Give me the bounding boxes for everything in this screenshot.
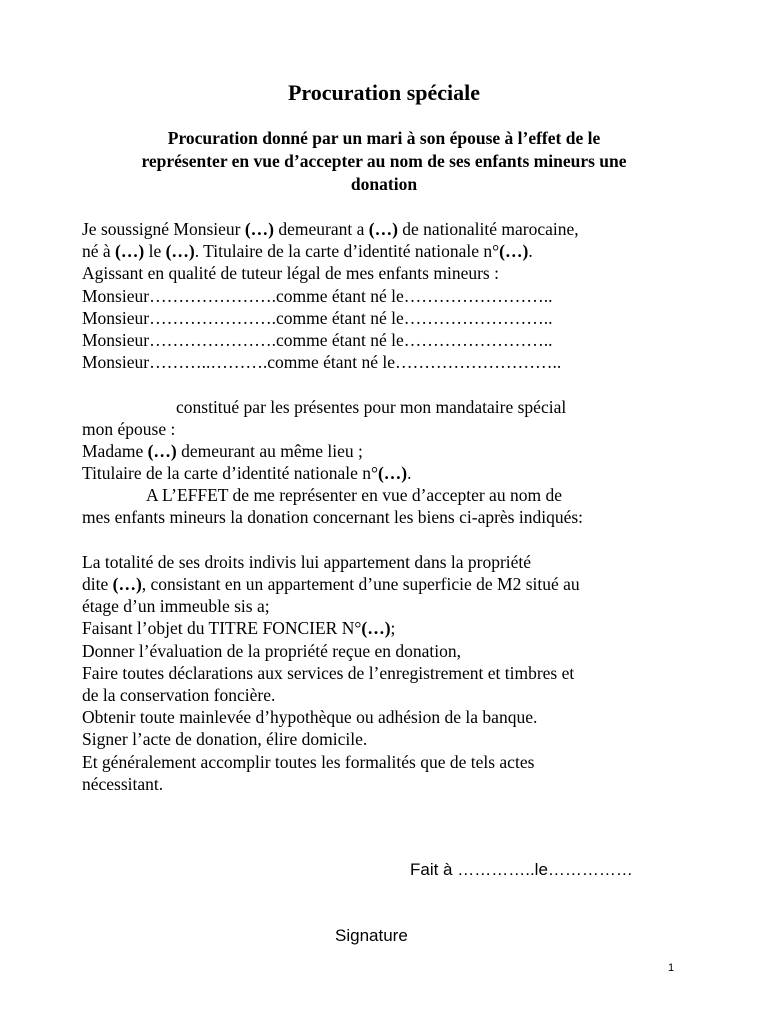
subtitle-line: représenter en vue d’accepter au nom de ses enfants mineurs une <box>141 151 627 171</box>
property-line: La totalité de ses droits indivis lui appartement dans la propriété <box>82 551 532 572</box>
mandate-line: mes enfants mineurs la donation concernant les biens ci-après indiqués: <box>82 507 584 528</box>
intro-line: Je soussigné Monsieur (…) demeurant a (…) de nationalité marocaine, <box>82 219 579 239</box>
property-line: étage d’un immeuble sis a; <box>82 596 270 617</box>
placeholder-name: (…) <box>244 219 274 239</box>
intro-line: Agissant en qualité de tuteur légal de mes enfants mineurs : <box>82 263 499 284</box>
document-subtitle <box>70 127 698 196</box>
property-line: dite (…), consistant en un appartement d’une superficie de M2 situé au <box>82 574 580 594</box>
property-line: Signer l’acte de donation, élire domicile. <box>82 729 368 750</box>
placeholder-land-title: (…) <box>361 618 391 639</box>
mandate-line: Titulaire de la carte d’identité nationale n°(…). <box>82 463 412 484</box>
placeholder-spouse-name: (…) <box>147 440 177 461</box>
place-date-line: Fait à …………..le…………… <box>410 860 633 879</box>
mandate-line: A L’EFFET de me représenter en vue d’accepter au nom de <box>146 485 562 506</box>
property-line: Donner l’évaluation de la propriété reçue en donation, <box>82 640 462 661</box>
mandate-line: Madame (…) demeurant au même lieu ; <box>82 440 363 461</box>
child-line: Monsieur………………….comme étant né le…………………….. <box>82 307 553 328</box>
property-line: nécessitant. <box>82 773 164 794</box>
placeholder-birthplace: (…) <box>115 241 145 262</box>
placeholder-spouse-id: (…) <box>377 463 408 484</box>
child-line: Monsieur………………….comme étant né le…………………….. <box>82 329 553 350</box>
page-number: 1 <box>668 962 675 974</box>
child-line: Monsieur………………….comme étant né le…………………….. <box>82 285 553 306</box>
property-line: Faisant l’objet du TITRE FONCIER N°(…); <box>82 618 396 639</box>
property-line: Et généralement accomplir toutes les formalités que de tels actes <box>82 751 535 772</box>
mandate-line: mon épouse : <box>82 418 176 439</box>
placeholder-property-name: (…) <box>112 574 142 594</box>
subtitle-line: Procuration donné par un mari à son épouse à l’effet de le <box>167 128 601 148</box>
document-title: Procuration spéciale <box>287 80 481 105</box>
property-line: de la conservation foncière. <box>82 684 276 705</box>
placeholder-id-number: (…) <box>499 241 529 262</box>
placeholder-address: (…) <box>368 219 398 239</box>
spacer <box>82 529 702 551</box>
child-line: Monsieur………..……….comme étant né le……………………….. <box>82 352 562 373</box>
spacer <box>82 373 702 395</box>
intro-line: né à (…) le (…). Titulaire de la carte d’identité nationale n°(…). <box>82 241 533 262</box>
subtitle-line: donation <box>350 174 418 194</box>
document-body <box>82 218 702 795</box>
signature-label: Signature <box>335 926 408 945</box>
property-line: Faire toutes déclarations aux services de l’enregistrement et timbres et <box>82 662 575 683</box>
property-line: Obtenir toute mainlevée d’hypothèque ou adhésion de la banque. <box>82 707 538 728</box>
placeholder-birthdate: (…) <box>165 241 195 262</box>
mandate-line: constitué par les présentes pour mon mandataire spécial <box>176 396 567 417</box>
